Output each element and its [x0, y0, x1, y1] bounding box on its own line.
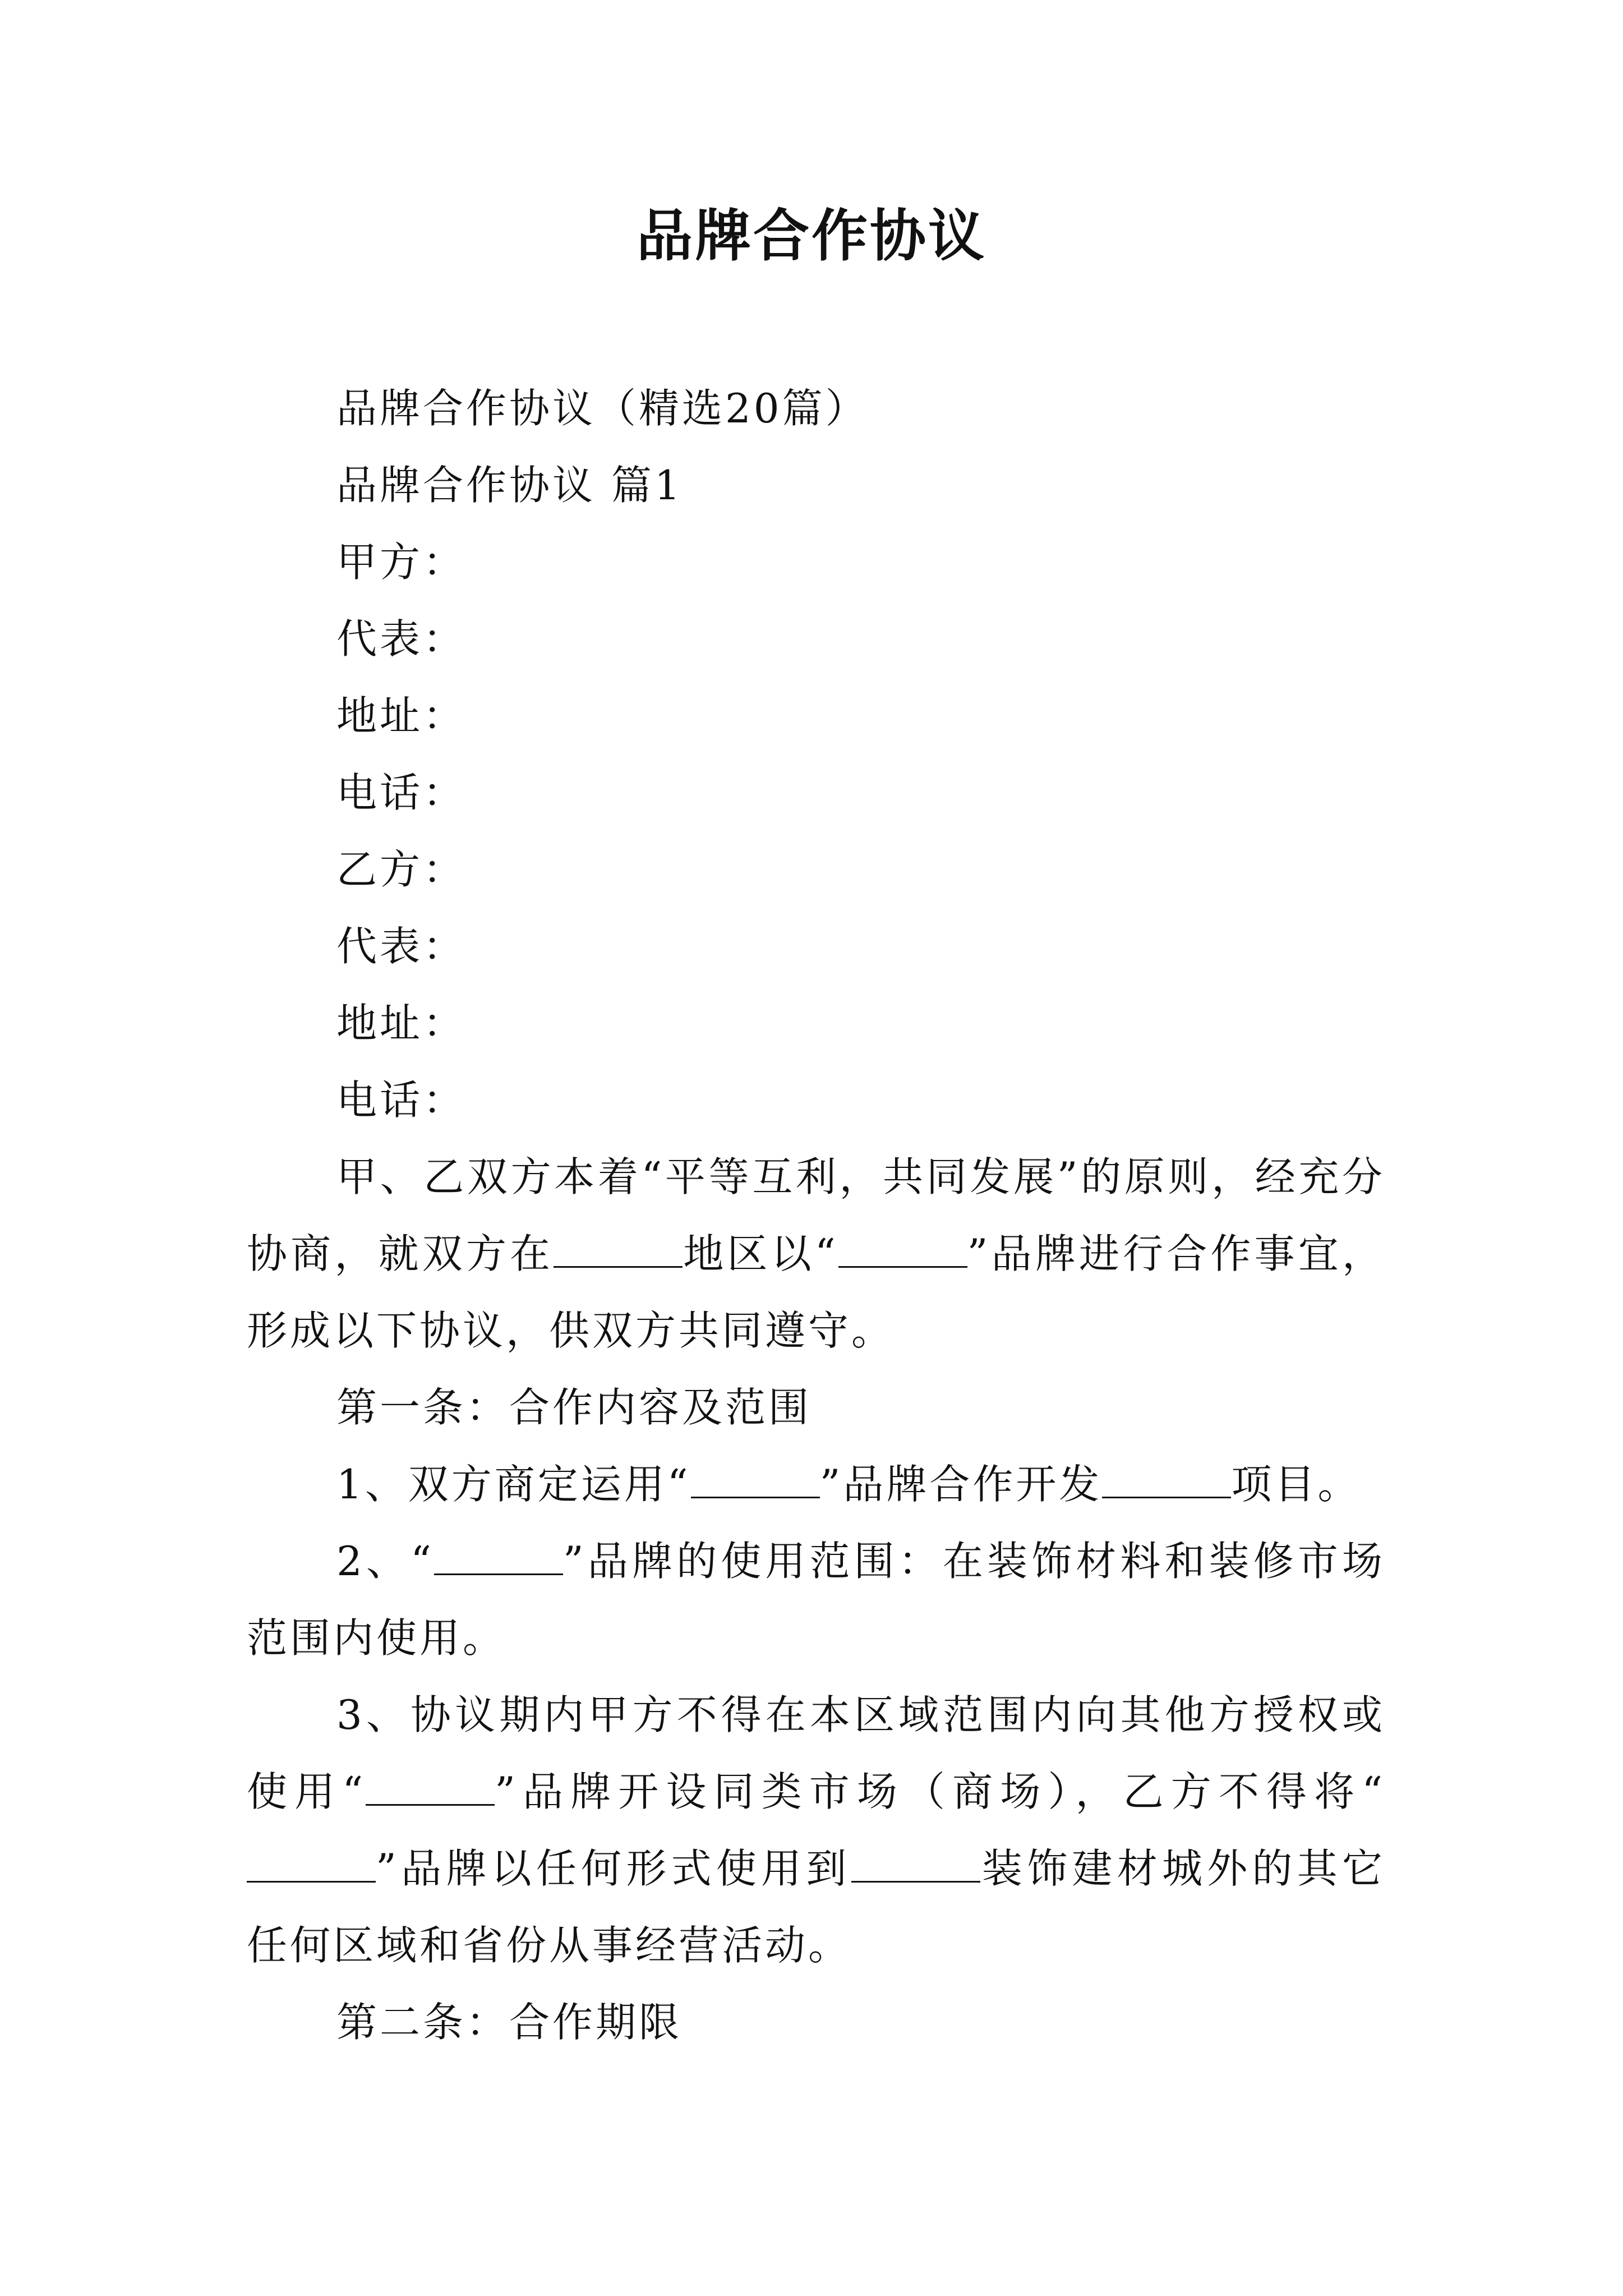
blank-brand: [366, 1773, 495, 1806]
blank-project: [1102, 1465, 1231, 1498]
party-a-address: 地址：: [336, 692, 467, 739]
blank-region: [554, 1235, 683, 1268]
blank-brand: [434, 1542, 563, 1575]
clause-1-text-3: 项目。: [1231, 1461, 1361, 1508]
clause-1-text-2: ”品牌合作开发: [819, 1461, 1103, 1508]
party-b-label: 乙方：: [336, 846, 467, 893]
clause-3: [247, 1677, 1385, 1984]
intro-text-1: 甲、乙双方本着“平等互利，共同发展”的原则，经充分协商，就双方在: [247, 1153, 1385, 1277]
clause-3-text-1: 3、协议期内甲方不得在本区域范围内向其他方授权或使用“: [247, 1691, 1385, 1815]
document-title: 品牌合作协议: [637, 203, 986, 269]
clause-3-text-4: 装饰建材城外的其它任何区域和省份从事经营活动。: [247, 1845, 1385, 1969]
party-a-label: 甲方：: [336, 539, 467, 586]
clause-3-text-3: ”品牌以任何形式使用到: [376, 1845, 851, 1892]
section-2-heading: 第二条：合作期限: [336, 1999, 683, 2046]
clause-1-text-1: 1、双方商定运用“: [336, 1461, 691, 1508]
party-b-address: 地址：: [336, 1000, 467, 1047]
blank-brand: [247, 1849, 376, 1883]
blank-brand: [691, 1465, 820, 1498]
document-subtitle: 品牌合作协议（精选20篇）: [336, 385, 869, 432]
clause-2-text-1: 2、“: [336, 1538, 434, 1585]
party-a-phone: 电话：: [336, 769, 467, 816]
clause-1: [247, 1446, 1385, 1523]
party-b-rep: 代表：: [336, 923, 467, 970]
intro-paragraph: [247, 1139, 1385, 1369]
blank-location: [851, 1849, 980, 1883]
clause-2: [247, 1523, 1385, 1677]
document-body: [247, 370, 1385, 2061]
intro-text-3: ”品牌进行合作事宜，形成以下协议，供双方共同遵守。: [247, 1230, 1385, 1354]
intro-text-2: 地区以“: [683, 1230, 838, 1277]
article-heading: 品牌合作协议 篇1: [336, 462, 683, 509]
blank-brand: [838, 1235, 967, 1268]
party-b-phone: 电话：: [336, 1076, 467, 1124]
clause-3-text-2: ”品牌开设同类市场（商场），乙方不得将“: [495, 1768, 1385, 1815]
party-a-rep: 代表：: [336, 615, 467, 662]
section-1-heading: 第一条：合作内容及范围: [336, 1384, 812, 1431]
clause-2-text-2: ”品牌的使用范围：在装饰材料和装修市场范围内使用。: [247, 1538, 1385, 1662]
